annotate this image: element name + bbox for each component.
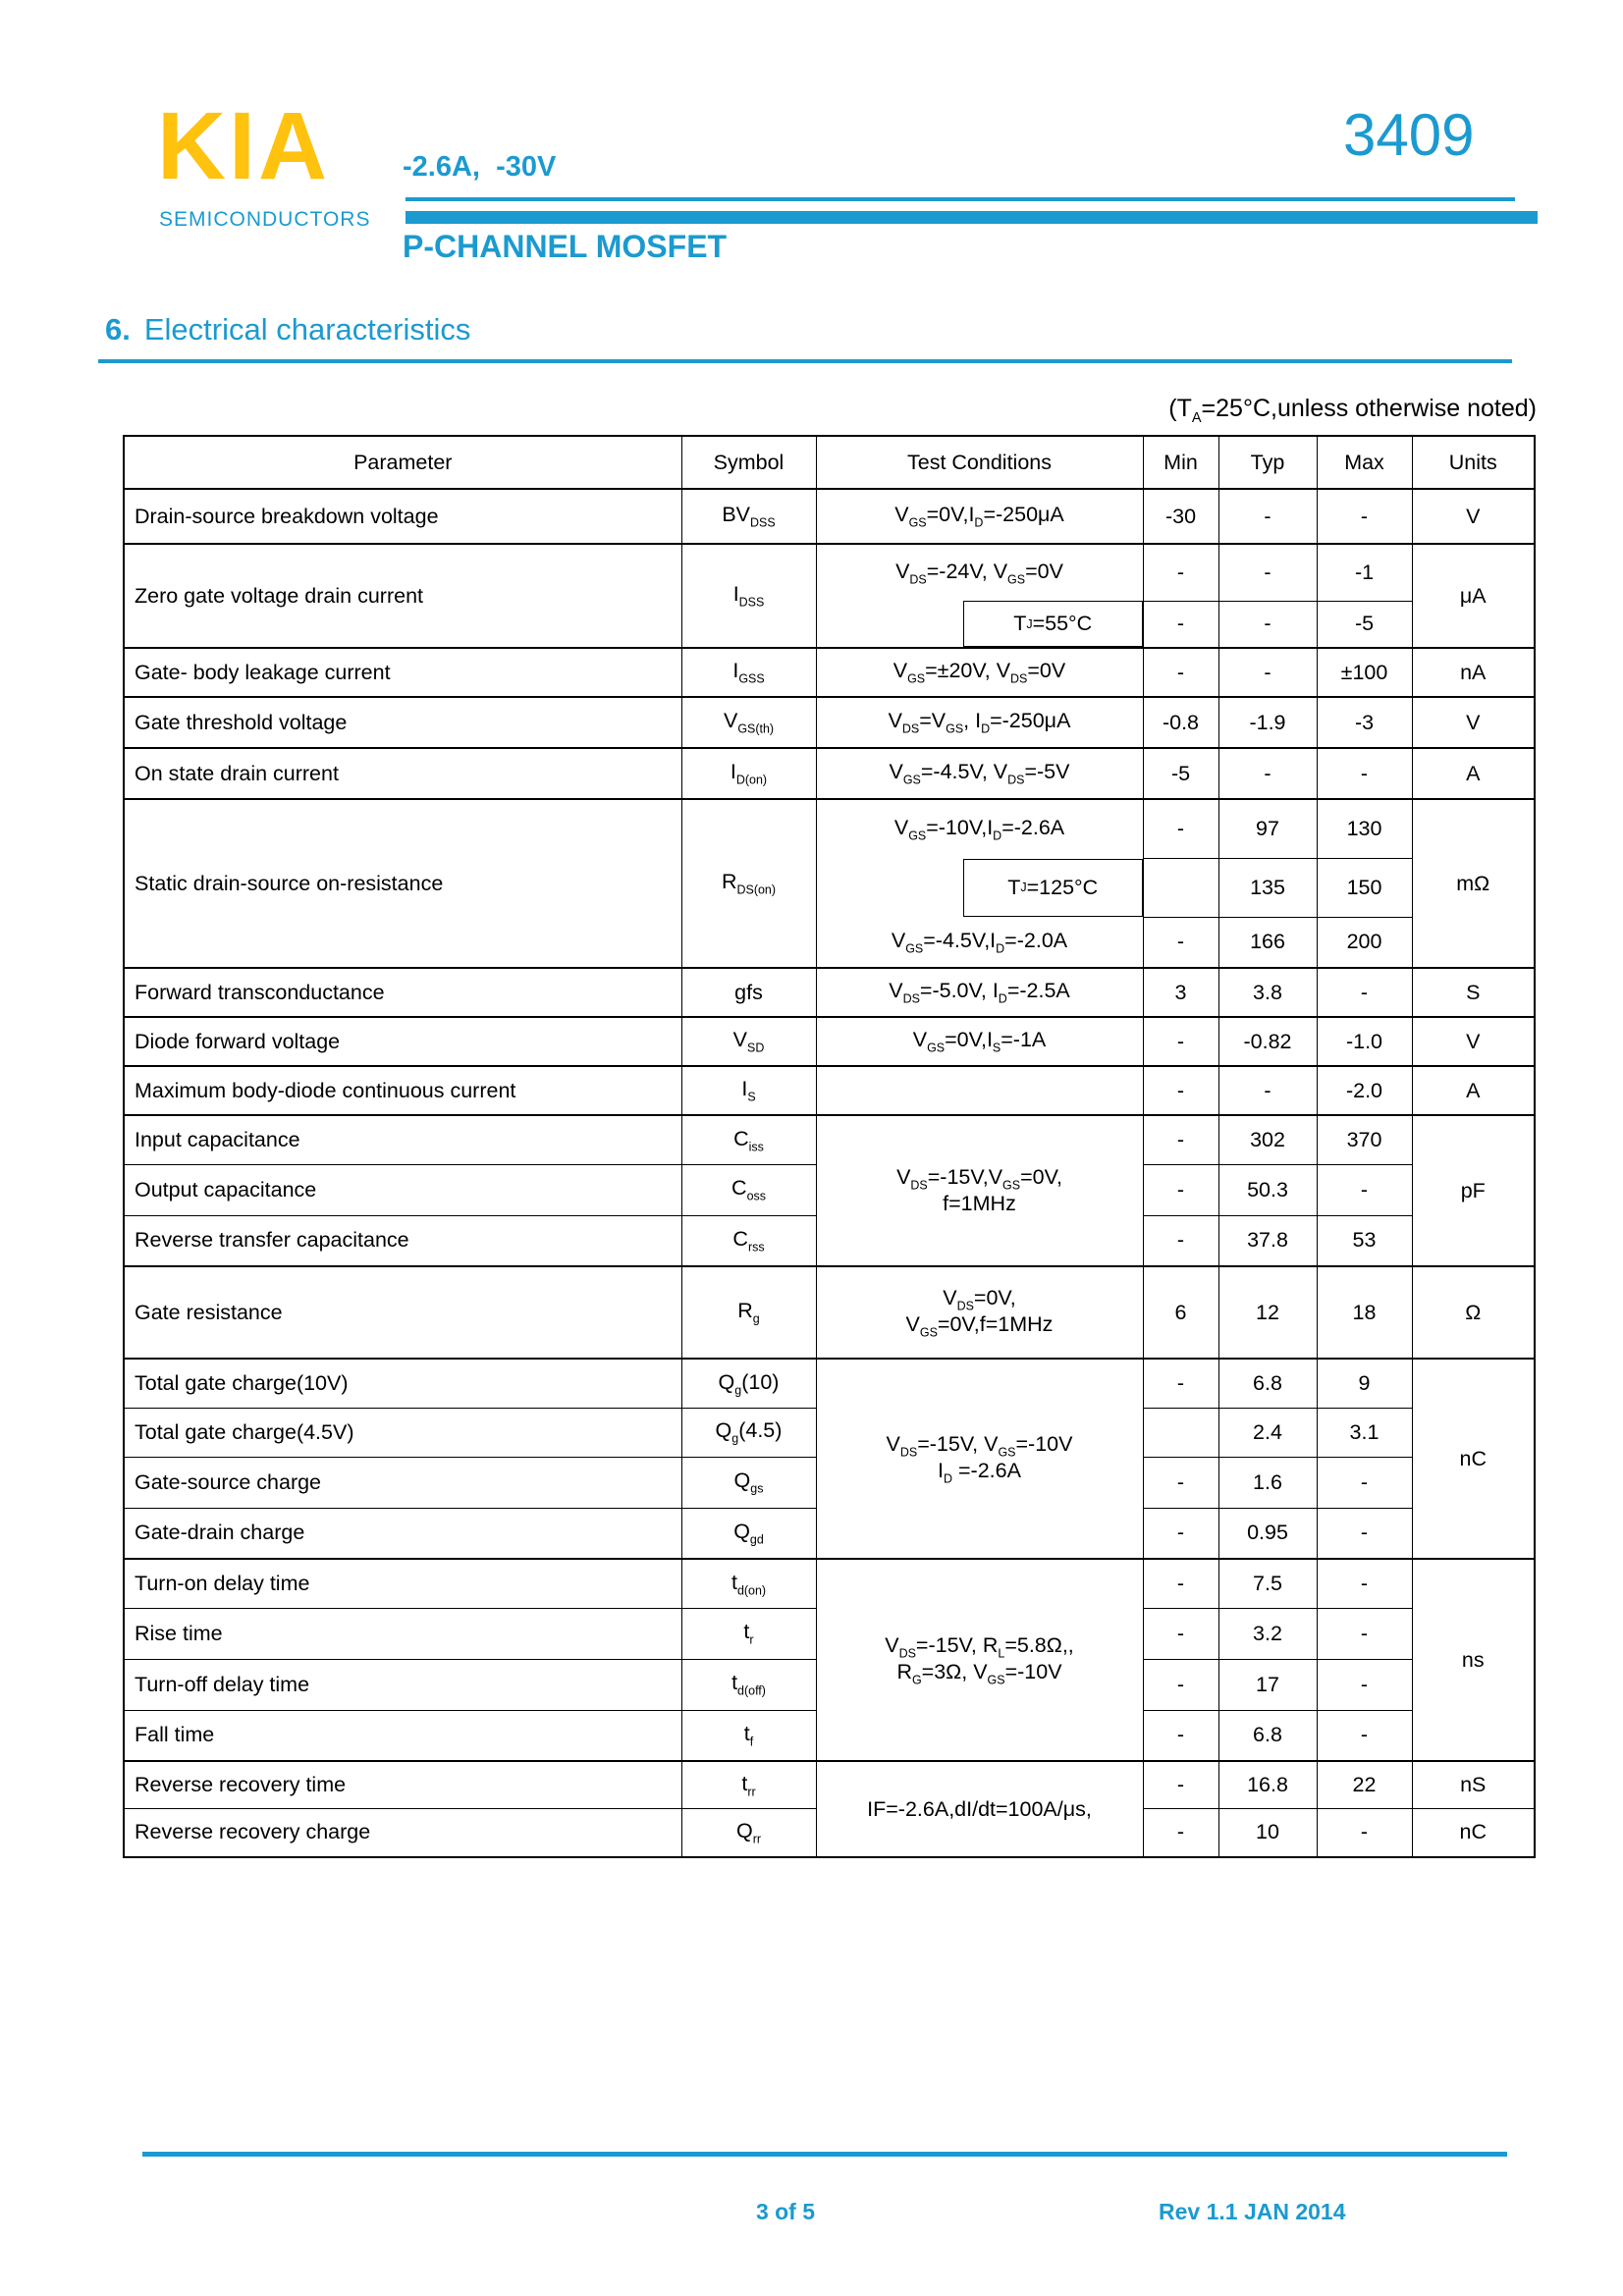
table-row	[124, 968, 1535, 1017]
min-cell: -	[1143, 1608, 1218, 1659]
typ-cell: 3.8	[1218, 968, 1317, 1017]
table-row	[124, 489, 1535, 544]
cond-cell: $V_{DS}=-15V$, $V_{GS}=-10V$ $I_D =-2.6A$	[816, 1359, 1143, 1559]
units-cell: S	[1412, 968, 1535, 1017]
typ-cell: -	[1218, 648, 1317, 697]
min-cell: -	[1143, 601, 1218, 648]
min-cell: -	[1143, 648, 1218, 697]
max-cell: 370	[1317, 1115, 1412, 1164]
max-cell: -	[1317, 489, 1412, 544]
min-cell: 6	[1143, 1266, 1218, 1359]
max-cell: -5	[1317, 601, 1412, 648]
param-cell: Gate-drain charge	[124, 1508, 681, 1559]
max-cell: -	[1317, 1559, 1412, 1608]
min-cell: -	[1143, 1115, 1218, 1164]
param-cell: Fall time	[124, 1710, 681, 1761]
cond-cell	[816, 601, 1143, 648]
typ-cell: 2.4	[1218, 1408, 1317, 1457]
cond-cell: $V_{GS}=0V,I_D=-250\mu A$	[816, 489, 1143, 544]
symbol-cell: $Q_{gs}$	[681, 1457, 816, 1508]
table-row	[124, 1066, 1535, 1115]
max-cell: -	[1317, 1457, 1412, 1508]
symbol-cell: gfs	[681, 968, 816, 1017]
max-cell: 3.1	[1317, 1408, 1412, 1457]
typ-cell: 17	[1218, 1659, 1317, 1710]
min-cell: -	[1143, 1559, 1218, 1608]
typ-cell: 37.8	[1218, 1215, 1317, 1266]
nested-condition-box: T J =55°C	[963, 601, 1143, 647]
typ-cell: 97	[1218, 799, 1317, 858]
units-cell: nC	[1412, 1359, 1535, 1559]
cond-cell: $V_{DS}=-24V$, $V_{GS}=0V$	[816, 544, 1143, 601]
min-cell: -	[1143, 1457, 1218, 1508]
typ-cell: 302	[1218, 1115, 1317, 1164]
symbol-cell: $t_f$	[681, 1710, 816, 1761]
max-cell: -3	[1317, 697, 1412, 748]
symbol-cell: $V_{SD}$	[681, 1017, 816, 1066]
param-cell: Gate threshold voltage	[124, 697, 681, 748]
min-cell: -	[1143, 544, 1218, 601]
units-cell: V	[1412, 489, 1535, 544]
min-cell: -	[1143, 1808, 1218, 1857]
typ-cell: 166	[1218, 917, 1317, 968]
electrical-characteristics-table	[123, 435, 1536, 1858]
units-cell: nS	[1412, 1761, 1535, 1808]
max-cell: -1.0	[1317, 1017, 1412, 1066]
param-cell: Rise time	[124, 1608, 681, 1659]
max-cell: 130	[1317, 799, 1412, 858]
max-cell: -	[1317, 1608, 1412, 1659]
col-header-max: Max	[1317, 436, 1412, 489]
cond-cell: $V_{DS}=-15V,V_{GS}=0V$, f=1MHz	[816, 1115, 1143, 1266]
typ-cell: 6.8	[1218, 1710, 1317, 1761]
param-cell: On state drain current	[124, 748, 681, 799]
param-cell: Gate- body leakage current	[124, 648, 681, 697]
min-cell: -	[1143, 1359, 1218, 1408]
max-cell: 200	[1317, 917, 1412, 968]
cond-cell	[816, 858, 1143, 917]
param-cell: Zero gate voltage drain current	[124, 544, 681, 648]
product-type: P-CHANNEL MOSFET	[403, 228, 728, 264]
min-cell: -	[1143, 1659, 1218, 1710]
typ-cell: -0.82	[1218, 1017, 1317, 1066]
typ-cell: -	[1218, 601, 1317, 648]
part-number: 3409	[1343, 102, 1475, 168]
table-row	[124, 1559, 1535, 1608]
table-row	[124, 799, 1535, 858]
param-cell: Turn-off delay time	[124, 1659, 681, 1710]
param-cell: Turn-on delay time	[124, 1559, 681, 1608]
section-heading	[105, 312, 470, 347]
typ-cell: 10	[1218, 1808, 1317, 1857]
footer-rule	[142, 2152, 1507, 2157]
max-cell: 9	[1317, 1359, 1412, 1408]
symbol-cell: $Q_{rr}$	[681, 1808, 816, 1857]
table-row	[124, 648, 1535, 697]
cond-cell: $V_{GS}=0V,I_S=-1A$	[816, 1017, 1143, 1066]
units-cell: nC	[1412, 1808, 1535, 1857]
typ-cell: 7.5	[1218, 1559, 1317, 1608]
min-cell: -	[1143, 1164, 1218, 1215]
page-number: 3 of 5	[755, 2199, 816, 2224]
min-cell: -	[1143, 1761, 1218, 1808]
typ-cell: 6.8	[1218, 1359, 1317, 1408]
symbol-cell: $I_{GSS}$	[681, 648, 816, 697]
param-cell: Total gate charge(10V)	[124, 1359, 681, 1408]
min-cell: -0.8	[1143, 697, 1218, 748]
table-header-row	[124, 436, 1535, 489]
min-cell: -	[1143, 1710, 1218, 1761]
symbol-cell: $C_{rss}$	[681, 1215, 816, 1266]
param-cell: Static drain-source on-resistance	[124, 799, 681, 968]
typ-cell: 135	[1218, 858, 1317, 917]
units-cell: ns	[1412, 1559, 1535, 1761]
param-cell: Drain-source breakdown voltage	[124, 489, 681, 544]
typ-cell: 1.6	[1218, 1457, 1317, 1508]
param-cell: Output capacitance	[124, 1164, 681, 1215]
typ-cell: -	[1218, 1066, 1317, 1115]
col-header-symbol: Symbol	[681, 436, 816, 489]
col-header-units: Units	[1412, 436, 1535, 489]
typ-cell: 16.8	[1218, 1761, 1317, 1808]
section-number: 6.	[105, 312, 131, 347]
cond-cell: $V_{DS}=-15V$, $R_L=5.8\Omega$,, $R_G=3\Omega$, $V_{GS}=-10V$	[816, 1559, 1143, 1761]
param-cell: Gate resistance	[124, 1266, 681, 1359]
section-underline	[98, 359, 1512, 363]
min-cell: 3	[1143, 968, 1218, 1017]
max-cell: 18	[1317, 1266, 1412, 1359]
section-title: Electrical characteristics	[143, 312, 471, 347]
symbol-cell: $Q_g(10)$	[681, 1359, 816, 1408]
symbol-cell: $I_{D(on)}$	[681, 748, 816, 799]
max-cell: -	[1317, 1710, 1412, 1761]
table-row	[124, 1359, 1535, 1408]
min-cell: -	[1143, 917, 1218, 968]
table-row	[124, 748, 1535, 799]
units-cell: A	[1412, 1066, 1535, 1115]
symbol-cell: $Q_g(4.5)$	[681, 1408, 816, 1457]
max-cell: -1	[1317, 544, 1412, 601]
typ-cell: -	[1218, 544, 1317, 601]
col-header-test-conditions: Test Conditions	[816, 436, 1143, 489]
min-cell: -	[1143, 1508, 1218, 1559]
min-cell: -	[1143, 1066, 1218, 1115]
max-cell: -	[1317, 1164, 1412, 1215]
table-row	[124, 1761, 1535, 1808]
symbol-cell: $V_{GS(th)}$	[681, 697, 816, 748]
nested-condition-box: T J =125°C	[963, 859, 1143, 917]
min-cell	[1143, 858, 1218, 917]
symbol-cell: $Q_{gd}$	[681, 1508, 816, 1559]
min-cell	[1143, 1408, 1218, 1457]
table-row	[124, 697, 1535, 748]
symbol-cell: $C_{iss}$	[681, 1115, 816, 1164]
param-cell: Total gate charge(4.5V)	[124, 1408, 681, 1457]
param-cell: Input capacitance	[124, 1115, 681, 1164]
symbol-cell: $t_{d(off)}$	[681, 1659, 816, 1710]
symbol-cell: $C_{oss}$	[681, 1164, 816, 1215]
param-cell: Diode forward voltage	[124, 1017, 681, 1066]
cond-cell: $V_{GS}=-4.5V,I_D=-2.0A$	[816, 917, 1143, 968]
table-row	[124, 1266, 1535, 1359]
cond-cell: $V_{DS}=0V$, $V_{GS}=0V,f=1MHz$	[816, 1266, 1143, 1359]
symbol-cell: $BV_{DSS}$	[681, 489, 816, 544]
cond-cell: $V_{GS}=-10V,I_D=-2.6A$	[816, 799, 1143, 858]
typ-cell: 3.2	[1218, 1608, 1317, 1659]
units-cell: V	[1412, 1017, 1535, 1066]
max-cell: -	[1317, 1508, 1412, 1559]
typ-cell: 50.3	[1218, 1164, 1317, 1215]
min-cell: -	[1143, 1215, 1218, 1266]
logo-subtitle: SEMICONDUCTORS	[159, 208, 371, 231]
product-title	[403, 108, 727, 308]
max-cell: 53	[1317, 1215, 1412, 1266]
kia-logo: KIA	[157, 92, 331, 199]
table-row	[124, 1115, 1535, 1164]
symbol-cell: $t_{d(on)}$	[681, 1559, 816, 1608]
max-cell: -2.0	[1317, 1066, 1412, 1115]
min-cell: -	[1143, 799, 1218, 858]
units-cell: V	[1412, 697, 1535, 748]
max-cell: -	[1317, 1659, 1412, 1710]
table-row	[124, 1017, 1535, 1066]
max-cell: 22	[1317, 1761, 1412, 1808]
col-header-typ: Typ	[1218, 436, 1317, 489]
typ-cell: 0.95	[1218, 1508, 1317, 1559]
cond-cell: $V_{DS}=V_{GS}$, $I_D=-250\mu A$	[816, 697, 1143, 748]
min-cell: -30	[1143, 489, 1218, 544]
param-cell: Maximum body-diode continuous current	[124, 1066, 681, 1115]
revision-label: Rev 1.1 JAN 2014	[1159, 2199, 1346, 2224]
symbol-cell: $R_{DS(on)}$	[681, 799, 816, 968]
symbol-cell: $t_{rr}$	[681, 1761, 816, 1808]
symbol-cell: $R_g$	[681, 1266, 816, 1359]
param-cell: Reverse transfer capacitance	[124, 1215, 681, 1266]
min-cell: -	[1143, 1017, 1218, 1066]
header-rule-thin	[406, 197, 1515, 201]
units-cell: μA	[1412, 544, 1535, 648]
symbol-cell: $I_S$	[681, 1066, 816, 1115]
max-cell: -	[1317, 748, 1412, 799]
symbol-cell: $t_r$	[681, 1608, 816, 1659]
cond-cell: $V_{GS}=-4.5V$, $V_{DS}=-5V$	[816, 748, 1143, 799]
max-cell: -	[1317, 1808, 1412, 1857]
param-cell: Reverse recovery charge	[124, 1808, 681, 1857]
product-rating: -2.6A, -30V	[403, 150, 557, 183]
max-cell: 150	[1317, 858, 1412, 917]
symbol-cell: $I_{DSS}$	[681, 544, 816, 648]
cond-cell: IF=-2.6A,dI/dt=100A/μs,	[816, 1761, 1143, 1857]
units-cell: pF	[1412, 1115, 1535, 1266]
max-cell: -	[1317, 968, 1412, 1017]
cond-cell: $V_{DS}=-5.0V$, $I_D=-2.5A$	[816, 968, 1143, 1017]
header-rule-thick	[406, 211, 1538, 224]
conditions-note: ($T_A=25^\circ C,unless$ otherwise noted)	[1168, 395, 1537, 426]
typ-cell: -1.9	[1218, 697, 1317, 748]
cond-cell	[816, 1066, 1143, 1115]
param-cell: Forward transconductance	[124, 968, 681, 1017]
cond-cell: $V_{GS}=\pm 20V$, $V_{DS}=0V$	[816, 648, 1143, 697]
typ-cell: 12	[1218, 1266, 1317, 1359]
units-cell: A	[1412, 748, 1535, 799]
max-cell: ±100	[1317, 648, 1412, 697]
units-cell: mΩ	[1412, 799, 1535, 968]
col-header-parameter: Parameter	[124, 436, 681, 489]
typ-cell: -	[1218, 748, 1317, 799]
param-cell: Gate-source charge	[124, 1457, 681, 1508]
col-header-min: Min	[1143, 436, 1218, 489]
units-cell: nA	[1412, 648, 1535, 697]
table-row	[124, 544, 1535, 601]
param-cell: Reverse recovery time	[124, 1761, 681, 1808]
typ-cell: -	[1218, 489, 1317, 544]
units-cell: Ω	[1412, 1266, 1535, 1359]
min-cell: -5	[1143, 748, 1218, 799]
